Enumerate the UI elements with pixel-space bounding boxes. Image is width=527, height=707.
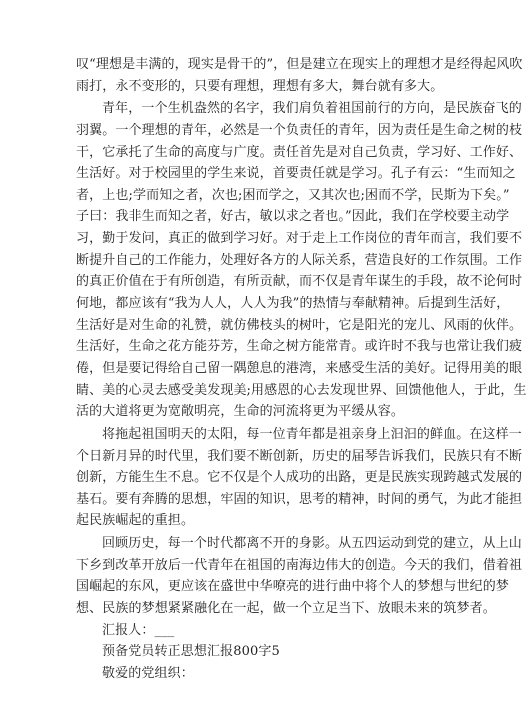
paragraph-line: 者，上也;学而知之者，次也;困而学之，又其次也;困而不学，民斯为下矣。” [76, 187, 510, 203]
paragraph-line: 创新，方能生生不息。它不仅是个人成功的出路，更是民族实现跨越式发展的 [76, 470, 523, 486]
document-body [76, 54, 527, 685]
paragraph-line: 干，它承托了生命的高度与广度。责任首先是对自己负责，学习好、工作好、 [76, 144, 523, 160]
paragraph-line: 羽翼。一个理想的青年，必然是一个负责任的青年，因为责任是生命之树的枝 [76, 122, 523, 138]
paragraph-line: 起民族崛起的重担。 [76, 513, 195, 529]
paragraph-line: 将拖起祖国明天的太阳，每一位青年都是祖亲身上汩汩的鲜血。在这样一 [102, 426, 522, 442]
paragraph-line: 断提升自己的工作能力，处理好各方的人际关系，营造良好的工作氛围。工作 [76, 252, 523, 268]
paragraph-line: 雨打，永不变形的，只要有理想，理想有多大，舞台就有多大。 [76, 78, 444, 94]
paragraph-line: 的真正价值在于有所创造，有所贡献，而不仅是青年谋生的手段，故不论何时 [76, 274, 523, 290]
paragraph-line: 生活好，生命之花方能芬芳，生命之树方能常青。或许时不我与也常让我们疲 [76, 339, 523, 355]
paragraph-line: 何地，都应该有“我为人人，人人为我”的热情与奉献精神。后提到生活好， [76, 296, 510, 312]
paragraph-line: 生活好。对于校园里的学生来说，首要责任就是学习。孔子有云：“生而知之 [76, 166, 516, 182]
paragraph-line: 生活好是对生命的礼赞，就仿佛枝头的树叶，它是阳光的宠儿、风雨的伙伴。 [76, 317, 523, 333]
paragraph-line: 活的大道将更为宽敞明亮，生命的河流将更为平缓从容。 [76, 404, 405, 420]
paragraph-line: 子曰：我非生而知之者，好古，敏以求之者也。”因此，我们在学校要主动学 [76, 209, 510, 225]
paragraph-line: 习，勤于发问，真正的做到学习好。对于走上工作岗位的青年而言，我们要不 [76, 231, 523, 247]
salutation: 敬爱的党组织： [102, 665, 194, 681]
paragraph-line: 想、民族的梦想紧紧融化在一起，做一个立足当下、放眼未来的筑梦者。 [76, 601, 496, 617]
paragraph-line: 个日新月异的时代里，我们要不断创新，历史的届琴告诉我们，民族只有不断 [76, 448, 523, 464]
paragraph-line: 国崛起的东风，更应该在盛世中华嘹亮的进行曲中将个人的梦想与世纪的梦 [76, 579, 509, 595]
reporter-line: 汇报人：___ [102, 622, 175, 638]
paragraph-line: 基石。要有奔腾的思想，牢固的知识，思考的精神，时间的勇气，为此才能担 [76, 491, 523, 507]
paragraph-line: 倦，但是要记得给自己留一隅憩息的港湾，来感受生活的美好。记得用美的眼 [76, 360, 523, 376]
paragraph-line: 睛、美的心灵去感受美发现美;用感恩的心去发现世界、回馈他他人，于此，生 [76, 382, 527, 398]
paragraph-line: 叹“理想是丰满的，现实是骨干的”，但是建立在现实上的理想才是经得起风吹 [76, 57, 523, 72]
document-subtitle: 预备党员转正思想汇报800字5 [102, 644, 280, 660]
paragraph-line: 下乡到改革开放后一代青年在祖国的南海边伟大的创造。今天的我们，借着祖 [76, 557, 523, 573]
paragraph-line: 青年，一个生机盎然的名字，我们肩负着祖国前行的方向，是民族奋飞的 [102, 101, 522, 117]
paragraph-line: 回顾历史，每一个时代都离不开的身影。从五四运动到党的建立，从上山 [102, 536, 522, 552]
